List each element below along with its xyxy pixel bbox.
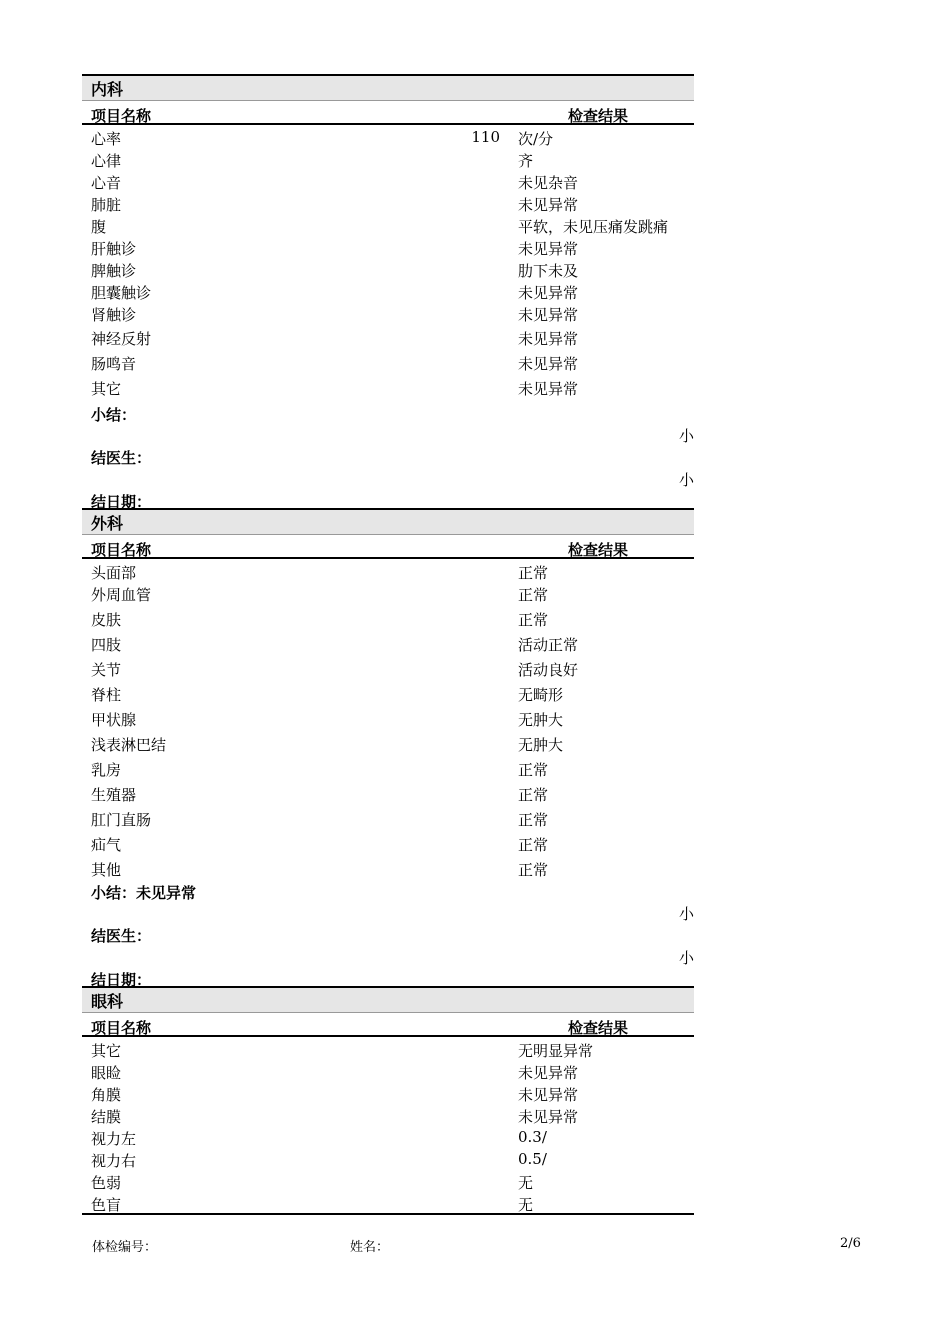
section-title-internal: 内科 [82,74,694,101]
table-row [82,169,694,191]
item-result: 0.3/ [518,1128,547,1146]
item-result: 未见异常 [518,306,579,324]
item-name: 其它 [91,1042,122,1060]
item-name: 脊柱 [91,686,122,704]
item-name: 关节 [91,661,122,679]
item-name: 甲状腺 [91,711,137,729]
item-result: 正常 [518,611,549,629]
table-row [82,213,694,235]
column-header-eye [82,1013,694,1037]
item-name: 头面部 [91,564,137,582]
table-row [82,1059,694,1081]
item-result: 无畸形 [518,686,564,704]
item-result: 未见杂音 [518,174,579,192]
item-name: 色盲 [91,1196,122,1214]
table-row [82,1147,694,1169]
footer-page-number: 2/6 [840,1236,861,1251]
footer-exam-number: 体检编号： [92,1240,158,1255]
report-body [82,74,694,1215]
table-row [82,279,694,301]
item-name: 乳房 [91,761,122,779]
item-name: 其他 [91,861,122,879]
item-name: 其它 [91,380,122,398]
item-name: 胆囊触诊 [91,284,152,302]
eye-rows [82,1037,694,1213]
item-name: 结膜 [91,1108,122,1126]
item-name: 外周血管 [91,586,152,604]
column-header-name: 项目名称 [91,107,152,125]
item-name: 生殖器 [91,786,137,804]
column-header-result: 检查结果 [568,541,629,559]
item-value: 110 [471,128,500,146]
item-result: 未见异常 [518,196,579,214]
item-name: 眼睑 [91,1064,122,1082]
table-row [82,856,694,878]
table-row [82,559,694,581]
item-name: 心律 [91,152,122,170]
summary-small-char: 小 [678,905,694,923]
item-result: 未见异常 [518,1108,579,1126]
item-name: 肠鸣音 [91,355,137,373]
item-result: 未见异常 [518,380,579,398]
item-result: 正常 [518,586,549,604]
item-name: 疝气 [91,836,122,854]
item-result: 无 [518,1174,534,1192]
item-result: 无明显异常 [518,1042,594,1060]
surgery-date [82,966,694,989]
item-result: 肋下未及 [518,262,579,280]
doctor-label: 结医生： [91,449,152,467]
item-result: 次/分 [518,130,554,148]
item-name: 视力右 [91,1152,137,1170]
section-title-eye: 眼科 [82,986,694,1013]
item-name: 肝触诊 [91,240,137,258]
column-header-internal [82,101,694,125]
table-row [82,125,694,147]
table-row [82,806,694,831]
table-row [82,731,694,756]
item-name: 肾触诊 [91,306,137,324]
column-header-surgery [82,535,694,559]
item-name: 色弱 [91,1174,122,1192]
column-header-name: 项目名称 [91,541,152,559]
item-name: 皮肤 [91,611,122,629]
table-row [82,1191,694,1213]
item-result: 未见异常 [518,1064,579,1082]
table-row [82,781,694,806]
item-result: 正常 [518,786,549,804]
summary-label: 小结： [91,406,137,424]
surgery-summary-small-1 [82,900,694,922]
column-header-result: 检查结果 [568,107,629,125]
item-name: 心音 [91,174,122,192]
item-name: 脾触诊 [91,262,137,280]
table-row [82,1081,694,1103]
item-result: 平软，未见压痛发跳痛 [518,218,669,236]
table-row [82,756,694,781]
column-header-result: 检查结果 [568,1019,629,1037]
internal-rows [82,125,694,400]
table-row [82,631,694,656]
summary-small-char: 小 [678,427,694,445]
summary-small-char: 小 [678,949,694,967]
item-result: 无肿大 [518,711,564,729]
bottom-rule [82,1213,694,1215]
internal-summary-small-2 [82,466,694,488]
table-row [82,831,694,856]
table-row [82,681,694,706]
item-result: 活动正常 [518,636,579,654]
table-row [82,350,694,375]
internal-date [82,488,694,511]
date-label: 结日期： [91,971,152,989]
table-row [82,191,694,213]
item-name: 肺脏 [91,196,122,214]
item-result: 未见异常 [518,1086,579,1104]
item-result: 正常 [518,761,549,779]
table-row [82,656,694,681]
item-result: 未见异常 [518,284,579,302]
table-row [82,1037,694,1059]
footer-name: 姓名： [350,1240,390,1255]
item-result: 未见异常 [518,240,579,258]
table-row [82,301,694,325]
surgery-summary [82,878,694,900]
internal-summary [82,400,694,422]
item-result: 未见异常 [518,355,579,373]
table-row [82,581,694,606]
table-row [82,606,694,631]
table-row [82,1125,694,1147]
internal-doctor [82,444,694,466]
item-name: 角膜 [91,1086,122,1104]
internal-summary-small-1 [82,422,694,444]
item-result: 正常 [518,836,549,854]
summary-small-char: 小 [678,471,694,489]
item-result: 0.5/ [518,1150,547,1168]
date-label: 结日期： [91,493,152,511]
column-header-name: 项目名称 [91,1019,152,1037]
item-result: 未见异常 [518,330,579,348]
surgery-rows [82,559,694,878]
item-result: 无 [518,1196,534,1214]
table-row [82,1103,694,1125]
table-row [82,1169,694,1191]
item-result: 正常 [518,861,549,879]
doctor-label: 结医生： [91,927,152,945]
item-result: 正常 [518,811,549,829]
item-result: 正常 [518,564,549,582]
table-row [82,706,694,731]
table-row [82,375,694,400]
item-result: 齐 [518,152,534,170]
summary-label: 小结：未见异常 [91,884,197,902]
item-name: 腹 [91,218,107,236]
table-row [82,257,694,279]
item-result: 活动良好 [518,661,579,679]
item-name: 视力左 [91,1130,137,1148]
table-row [82,325,694,350]
surgery-summary-small-2 [82,944,694,966]
item-name: 四肢 [91,636,122,654]
item-name: 神经反射 [91,330,152,348]
section-title-surgery: 外科 [82,508,694,535]
table-row [82,147,694,169]
surgery-doctor [82,922,694,944]
item-name: 浅表淋巴结 [91,736,167,754]
item-name: 肛门直肠 [91,811,152,829]
item-name: 心率 [91,130,122,148]
item-result: 无肿大 [518,736,564,754]
table-row [82,235,694,257]
